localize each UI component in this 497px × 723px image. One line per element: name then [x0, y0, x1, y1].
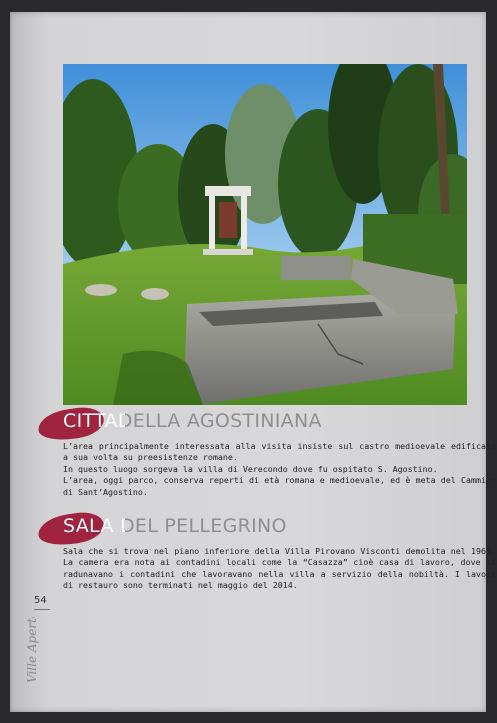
section-heading	[38, 512, 478, 546]
section-heading	[38, 407, 478, 441]
paragraph: In questo luogo sorgeva la villa di Verecondo dove fu ospitato S. Agostino.	[63, 463, 438, 474]
section-title: SALA DEL PELLEGRINO	[63, 515, 287, 537]
section-title: CITTADELLA AGOSTINIANA	[63, 410, 322, 432]
svg-text:Ville Aperte: Ville Aperte	[25, 617, 39, 683]
page-number-rule	[34, 609, 50, 610]
ville-aperte-logo	[16, 617, 58, 687]
logo-script-icon	[16, 617, 58, 687]
section-body	[38, 441, 496, 498]
section-body	[38, 546, 496, 592]
section-cittadella	[38, 407, 496, 498]
roman-sarcophagus-garden-image	[63, 64, 467, 405]
paragraph: Sala che si trova nel piano inferiore della Villa Pirovano Visconti demolita nel 1963. La camera era nota ai contadini locali come la “Casazza” cioè casa di lavoro, dove si radunavano i contadini che lavoravano nella villa a servizio della nobiltà. I lavori di restauro sono terminati nel maggio del 2014.	[63, 546, 496, 591]
section-sala-pellegrino	[38, 512, 496, 592]
park-photo	[63, 64, 467, 405]
paragraph: L’area, oggi parco, conserva reperti di età romana e medioevale, ed è meta del Cammino di Sant’Agostino.	[63, 475, 496, 497]
brochure-page	[10, 12, 496, 712]
page-number: 54	[34, 595, 47, 606]
paragraph: L’area principalmente interessata alla visita insiste sul castro medioevale edificato a sua volta su preesistenze romane.	[63, 441, 496, 463]
